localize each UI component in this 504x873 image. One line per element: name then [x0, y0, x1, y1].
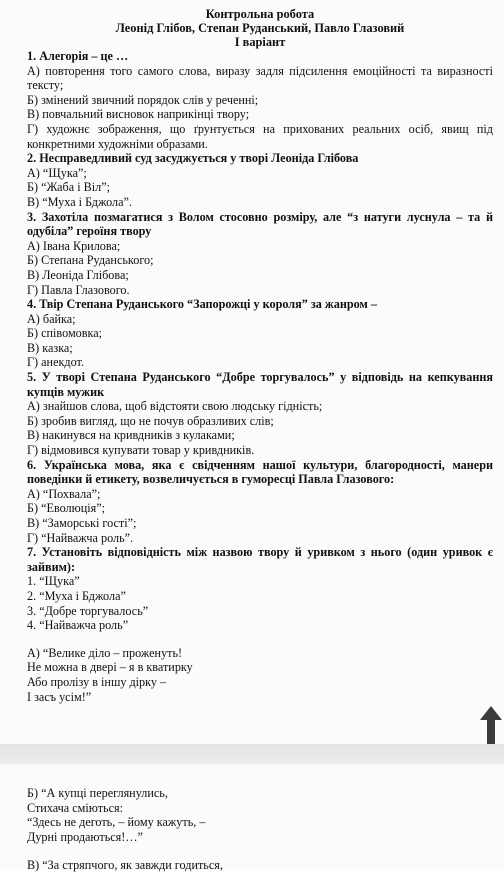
answer-option: Б) Степана Руданського;: [27, 253, 154, 268]
question-title: 6. Українська мова, яка є свідченням нашої культури, благородності, манери поведінки й етикету, возвеличується в гуморесці Павла Глазового:: [27, 457, 493, 487]
page-separator: [0, 744, 504, 764]
question-4: [27, 297, 493, 370]
excerpt-line: Або пролізу в іншу дірку –: [27, 674, 167, 689]
answer-option: Г) Павла Глазового.: [27, 282, 130, 297]
question-3: [27, 210, 493, 298]
answer-option: В) накинувся на кривдників з кулаками;: [27, 428, 235, 443]
excerpt-line: “Здесь не деготь, – йому кажуть, –: [27, 815, 206, 830]
answer-option: А) повторення того самого слова, виразу задля підсилення емоційності та виразності тексту;: [27, 63, 493, 93]
excerpt-line: В) “За стряпчого, як завжди годиться,: [27, 858, 223, 873]
match-item: 1. “Щука”: [27, 574, 80, 589]
answer-option: А) “Щука”;: [27, 165, 87, 180]
answer-option: Б) зробив вигляд, що не почув образливих слів;: [27, 413, 274, 428]
question-1: [27, 49, 493, 151]
page-two: [0, 764, 504, 873]
answer-option: В) “Муха і Бджола”.: [27, 194, 132, 209]
match-item: 4. “Найважча роль”: [27, 618, 129, 633]
answer-option: Г) художнє зображення, що ґрунтується на прихованих реальних осіб, явищ під конкретними художніми образами.: [27, 121, 493, 151]
header-variant: І варіант: [234, 35, 286, 49]
excerpt-line: І засъ усім!”: [27, 689, 92, 704]
answer-option: Б) “Жаба і Віл”;: [27, 180, 111, 195]
excerpt-line: Дурні продаються!…”: [27, 829, 143, 844]
answer-option: В) казка;: [27, 340, 73, 355]
question-title: 2. Несправедливий суд засуджується у творі Леоніда Глібова: [27, 151, 359, 166]
answer-option: А) знайшов слова, щоб відстояти свою людську гідність;: [27, 399, 323, 414]
question-5: [27, 370, 493, 458]
header-title: Контрольна робота: [205, 7, 315, 21]
document-content-continued: [27, 786, 493, 873]
question-6: [27, 458, 493, 546]
answer-option: В) “Заморські гості”;: [27, 516, 137, 530]
header-authors: Леонід Глібов, Степан Руданський, Павло Глазовий: [115, 21, 405, 35]
excerpt-b: [27, 786, 493, 844]
answer-option: В) Леоніда Глібова;: [27, 267, 129, 282]
answer-option: А) “Похвала”;: [27, 486, 101, 501]
question-2: [27, 151, 493, 209]
answer-option: Г) відмовився купувати товар у кривдників.: [27, 443, 255, 458]
excerpt-c: [27, 858, 493, 873]
answer-option: А) байка;: [27, 311, 76, 326]
excerpt-line: Б) “А купці переглянулись,: [27, 786, 168, 800]
excerpt-line: Не можна в двері – я в кватирку: [27, 660, 193, 675]
question-title: 5. У творі Степана Руданського “Добре торгувалось” у відповідь на кепкування купців мужик: [27, 370, 493, 399]
document-content: [27, 7, 493, 704]
answer-option: Б) змінений звичний порядок слів у реченні;: [27, 92, 259, 107]
question-title: 4. Твір Степана Руданського “Запорожці у короля” за жанром –: [27, 297, 377, 312]
answer-option: А) Івана Крилова;: [27, 238, 121, 253]
answer-option: Г) анекдот.: [27, 355, 85, 370]
match-item: 2. “Муха і Бджола”: [27, 588, 126, 603]
question-title: 3. Захотіла позмагатися з Волом стосовно розміру, але “з натуги луснула – та й одубіла” героїня твору: [27, 209, 493, 239]
excerpt-line: А) “Велике діло – проженуть!: [27, 645, 183, 660]
excerpt-line: Стихача сміються:: [27, 800, 123, 815]
answer-option: Г) “Найважча роль”.: [27, 530, 134, 545]
match-item: 3. “Добре торгувалось”: [27, 603, 149, 618]
excerpt-a: [27, 646, 493, 704]
question-7: [27, 545, 493, 633]
document-header: [27, 7, 493, 49]
question-title: 1. Алегорія – це …: [27, 49, 129, 63]
answer-option: Б) “Еволюція”;: [27, 501, 106, 516]
answer-option: В) повчальний висновок наприкінці твору;: [27, 107, 250, 122]
question-title: 7. Установіть відповідність між назвою твору й уривком з нього (один уривок є зайвим):: [27, 545, 493, 574]
answer-option: Б) співомовка;: [27, 326, 103, 341]
